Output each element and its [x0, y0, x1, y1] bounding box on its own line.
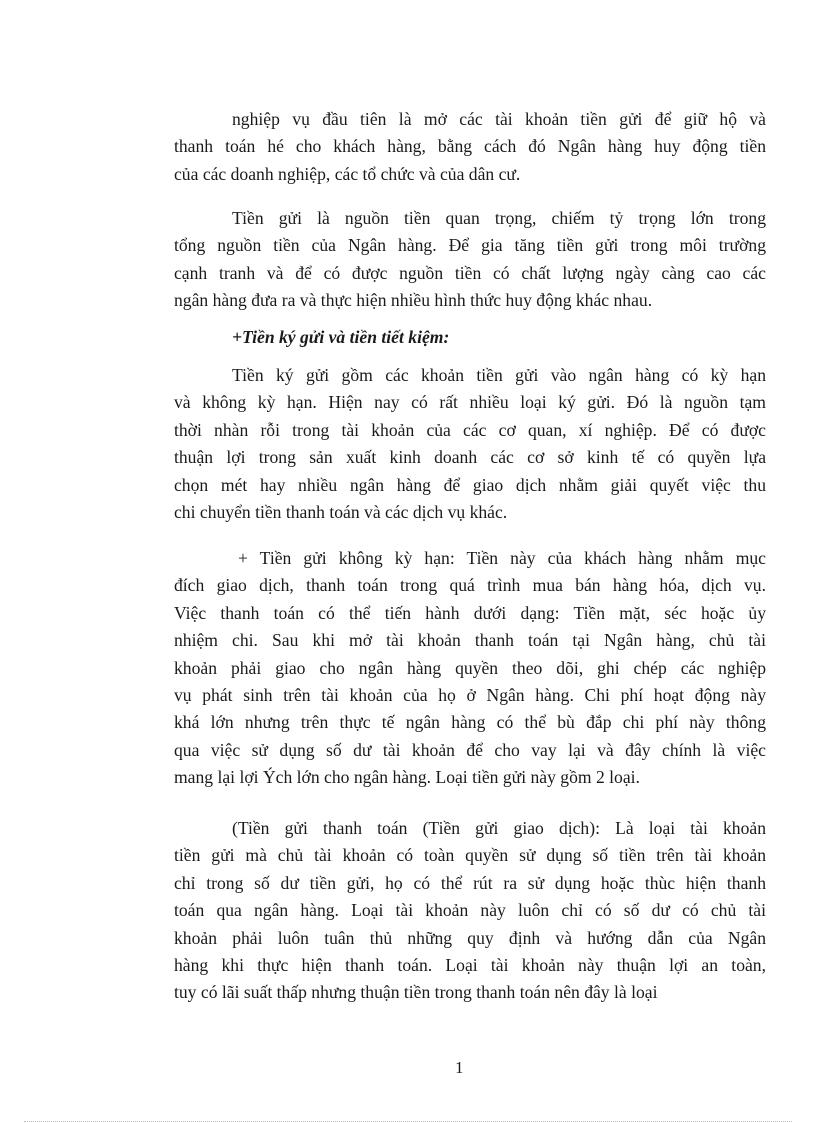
- paragraph-line: của các doanh nghiệp, các tổ chức và của dân cư.: [174, 163, 521, 184]
- paragraph-line: cạnh tranh và để có được nguồn tiền có chất lượng ngày càng cao các: [174, 262, 766, 283]
- paragraph-line: qua việc sử dụng số dư tài khoản để cho vay lại và đây chính là việc: [174, 739, 766, 760]
- paragraph-line: Tiền ký gửi gồm các khoản tiền gửi vào ngân hàng có kỳ hạn: [232, 365, 766, 385]
- paragraph-line: thời nhàn rỗi trong tài khoản của các cơ quan, xí nghiệp. Để có được: [174, 419, 766, 440]
- paragraph-line: mang lại lợi Ých lớn cho ngân hàng. Loại tiền gửi này gồm 2 loại.: [174, 767, 640, 788]
- paragraph-line: và không kỳ hạn. Hiện nay có rất nhiều loại ký gửi. Đó là nguồn tạm: [174, 392, 766, 413]
- paragraph-line: toán qua ngân hàng. Loại tài khoản này luôn chỉ có số dư có chủ tài: [174, 900, 766, 921]
- paragraph-line: hàng khi thực hiện thanh toán. Loại tài khoản này thuận lợi an toàn,: [174, 955, 766, 976]
- paragraph-line: vụ phát sinh trên tài khoản của họ ở Ngân hàng. Chi phí hoạt động này: [174, 685, 766, 706]
- paragraph-3: [174, 362, 766, 526]
- paragraph-line: nghiệp vụ đầu tiên là mở các tài khoản tiền gửi để giữ hộ và: [232, 109, 766, 129]
- paragraph-1: [174, 106, 766, 188]
- paragraph-line: thuận lợi trong sản xuất kinh doanh các cơ sở kinh tế có quyền lựa: [174, 447, 766, 468]
- paragraph-line: tiền gửi mà chủ tài khoản có toàn quyền sử dụng số tiền trên tài khoản: [174, 845, 766, 866]
- page-bottom-divider: [24, 1121, 792, 1122]
- paragraph-line: khá lớn nhưng trên thực tế ngân hàng có thể bù đắp chi phí này thông: [174, 712, 766, 733]
- paragraph-line: thanh toán hé cho khách hàng, bằng cách đó Ngân hàng huy động tiền: [174, 136, 766, 157]
- paragraph-line: (Tiền gửi thanh toán (Tiền gửi giao dịch): Là loại tài khoản: [232, 818, 766, 838]
- paragraph-5: [174, 815, 766, 1007]
- paragraph-2: [174, 205, 766, 315]
- paragraph-line: nhiệm chi. Sau khi mở tài khoản thanh toán tại Ngân hàng, chủ tài: [174, 630, 766, 651]
- paragraph-line: khoản phải giao cho ngân hàng quyền theo dõi, ghi chép các nghiệp: [174, 657, 766, 678]
- paragraph-line: khoản phải luôn tuân thủ những quy định và hướng dẫn của Ngân: [174, 927, 766, 948]
- paragraph-line: Việc thanh toán có thể tiến hành dưới dạng: Tiền mặt, séc hoặc ủy: [174, 602, 766, 623]
- paragraph-line: tổng nguồn tiền của Ngân hàng. Để gia tăng tiền gửi trong môi trường: [174, 235, 766, 256]
- paragraph-line: ngân hàng đưa ra và thực hiện nhiều hình thức huy động khác nhau.: [174, 290, 653, 311]
- section-heading-block: [174, 324, 766, 351]
- paragraph-line: chi chuyển tiền thanh toán và các dịch vụ khác.: [174, 502, 508, 523]
- paragraph-4: [174, 545, 766, 792]
- paragraph-line: tuy có lãi suất thấp nhưng thuận tiền trong thanh toán nên đây là loại: [174, 982, 658, 1003]
- paragraph-line: đích giao dịch, thanh toán trong quá trình mua bán hàng hóa, dịch vụ.: [174, 575, 766, 596]
- paragraph-line: chọn mét hay nhiều ngân hàng để giao dịch nhằm giải quyết việc thu: [174, 474, 766, 495]
- paragraph-line: Tiền gửi là nguồn tiền quan trọng, chiếm tỷ trọng lớn trong: [232, 208, 766, 228]
- paragraph-line: chỉ trong số dư tiền gửi, họ có thể rút ra sử dụng hoặc thùc hiện thanh: [174, 872, 766, 893]
- paragraph-line: + Tiền gửi không kỳ hạn: Tiền này của khách hàng nhằm mục: [238, 548, 766, 568]
- page-number: 1: [455, 1058, 464, 1077]
- section-heading: +Tiền ký gửi và tiền tiết kiệm:: [232, 327, 450, 347]
